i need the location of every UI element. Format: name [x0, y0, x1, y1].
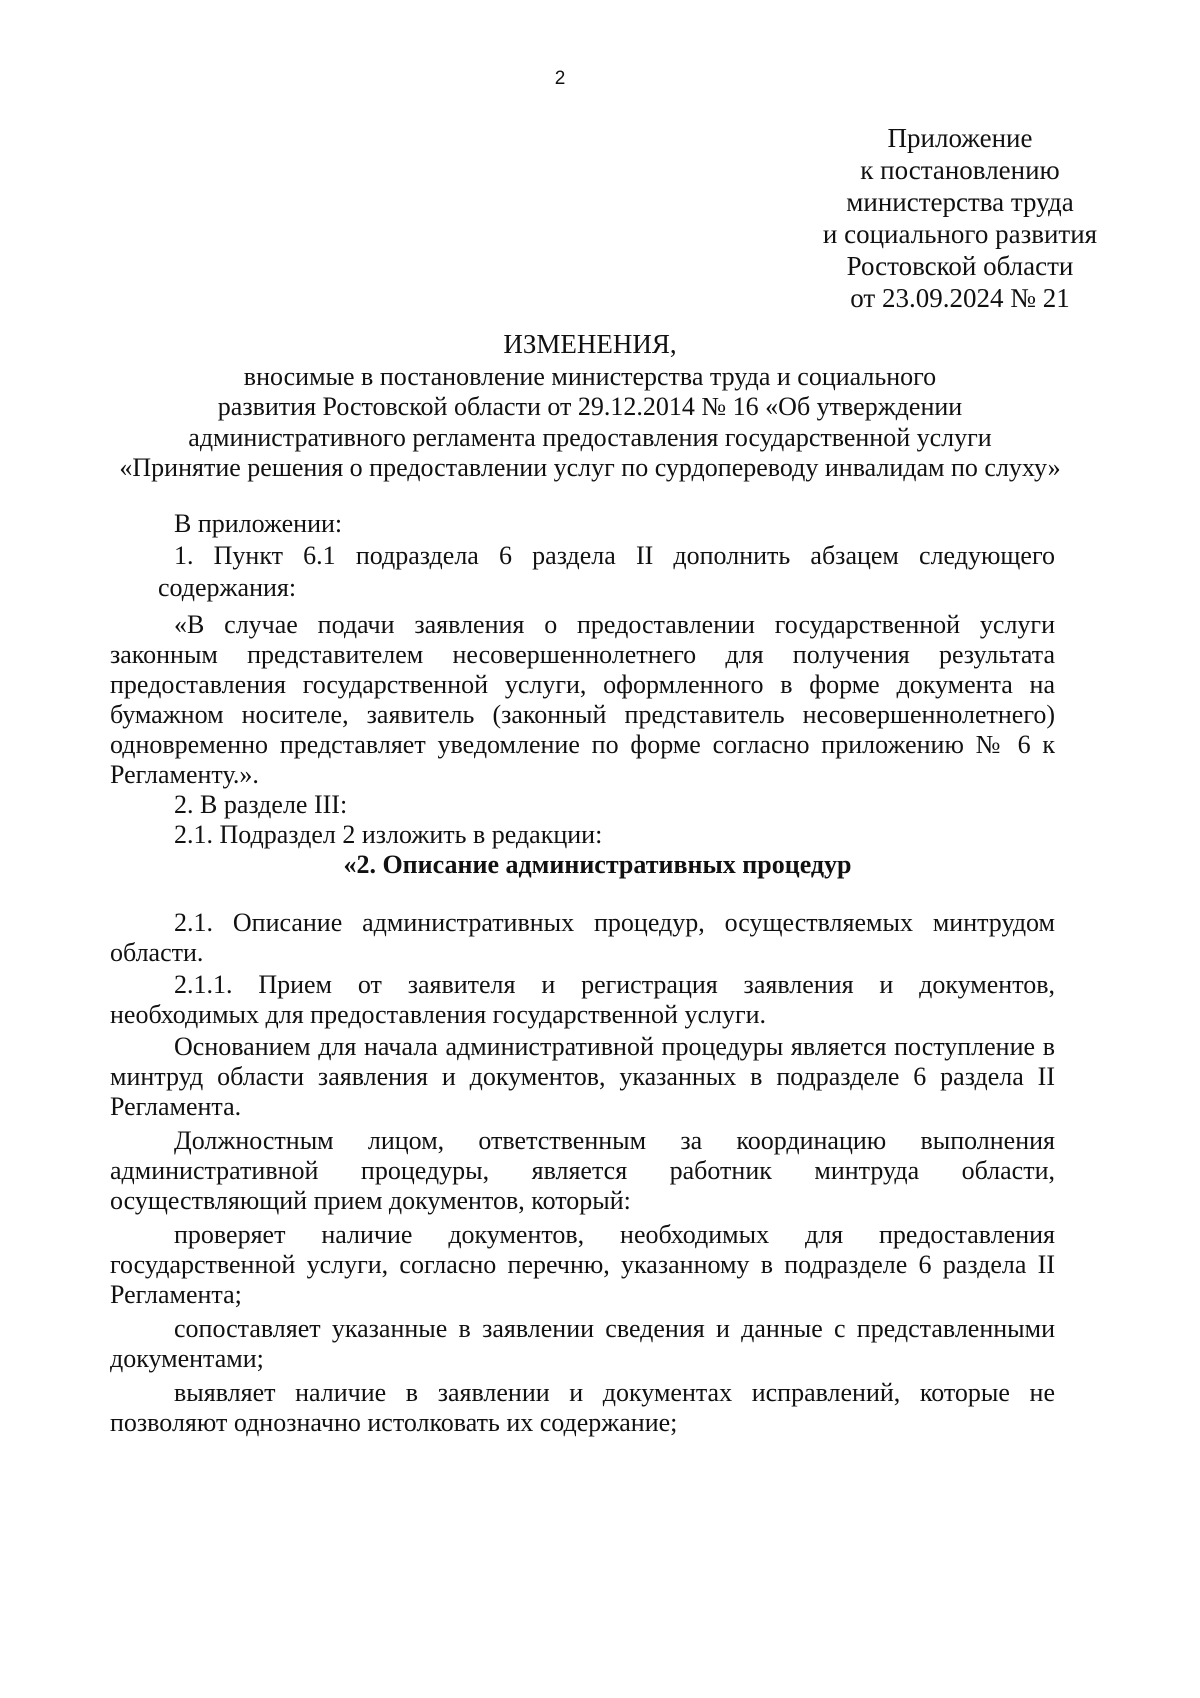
appendix-line: к постановлению — [860, 155, 1060, 185]
document-body — [110, 509, 1055, 1438]
appendix-line: от 23.09.2024 № 21 — [850, 283, 1070, 313]
appendix-line: Ростовской области — [846, 251, 1074, 281]
title-heading: ИЗМЕНЕНИЯ, — [503, 329, 677, 359]
title-line: развития Ростовской области от 29.12.2014 № 16 «Об утверждении — [217, 392, 963, 421]
paragraph-compares: сопоставляет указанные в заявлении сведения и данные с представленными документами; — [110, 1314, 1055, 1373]
paragraph-item-1-cont: содержания: — [158, 573, 297, 602]
document-title — [110, 329, 1070, 484]
paragraph-quote: «В случае подачи заявления о предоставлении государственной услуги законным представителем несовершеннолетнего для получения результата предоставления государственной услуги, оформленного в форме документа на бумажном носителе, заявитель (законный представитель несовершеннолетнего) одновременно представляет уведомление по форме согласно приложению № 6 к Регламенту.». — [110, 610, 1055, 789]
paragraph-basis: Основанием для начала административной процедуры является поступление в минтруд области заявления и документов, указанных в подразделе 6 раздела II Регламента. — [110, 1032, 1055, 1121]
appendix-line: Приложение — [887, 123, 1033, 153]
appendix-line: и социального развития — [822, 219, 1098, 249]
paragraph-detects: выявляет наличие в заявлении и документах исправлений, которые не позволяют однозначно истолковать их содержание; — [110, 1378, 1055, 1437]
paragraph-item-2: 2. В разделе III: — [174, 790, 348, 819]
title-line: «Принятие решения о предоставлении услуг по сурдопереводу инвалидам по слуху» — [119, 453, 1061, 482]
paragraph-2-1-1: 2.1.1. Прием от заявителя и регистрация заявления и документов, необходимых для предоставления государственной услуги. — [110, 970, 1055, 1029]
paragraph-intro: В приложении: — [174, 509, 343, 538]
title-line: административного регламента предоставления государственной услуги — [188, 422, 992, 452]
paragraph-item-2-1: 2.1. Подраздел 2 изложить в редакции: — [174, 820, 603, 849]
paragraph-2-1: 2.1. Описание административных процедур, осуществляемых минтрудом области. — [110, 908, 1055, 967]
appendix-line: министерства труда — [846, 187, 1074, 217]
paragraph-item-1: 1. Пункт 6.1 подраздела 6 раздела II дополнить абзацем следующего — [174, 541, 1055, 570]
appendix-block — [760, 122, 1160, 314]
page-number: 2 — [554, 68, 566, 89]
paragraph-official: Должностным лицом, ответственным за координацию выполнения административной процедуры, является работник минтруда области, осуществляющий прием документов, который: — [110, 1126, 1055, 1215]
title-line: вносимые в постановление министерства труда и социального — [243, 361, 937, 391]
paragraph-checks: проверяет наличие документов, необходимых для предоставления государственной услуги, согласно перечню, указанному в подразделе 6 раздела II Регламента; — [110, 1220, 1055, 1309]
section-heading: «2. Описание административных процедур — [343, 850, 852, 879]
